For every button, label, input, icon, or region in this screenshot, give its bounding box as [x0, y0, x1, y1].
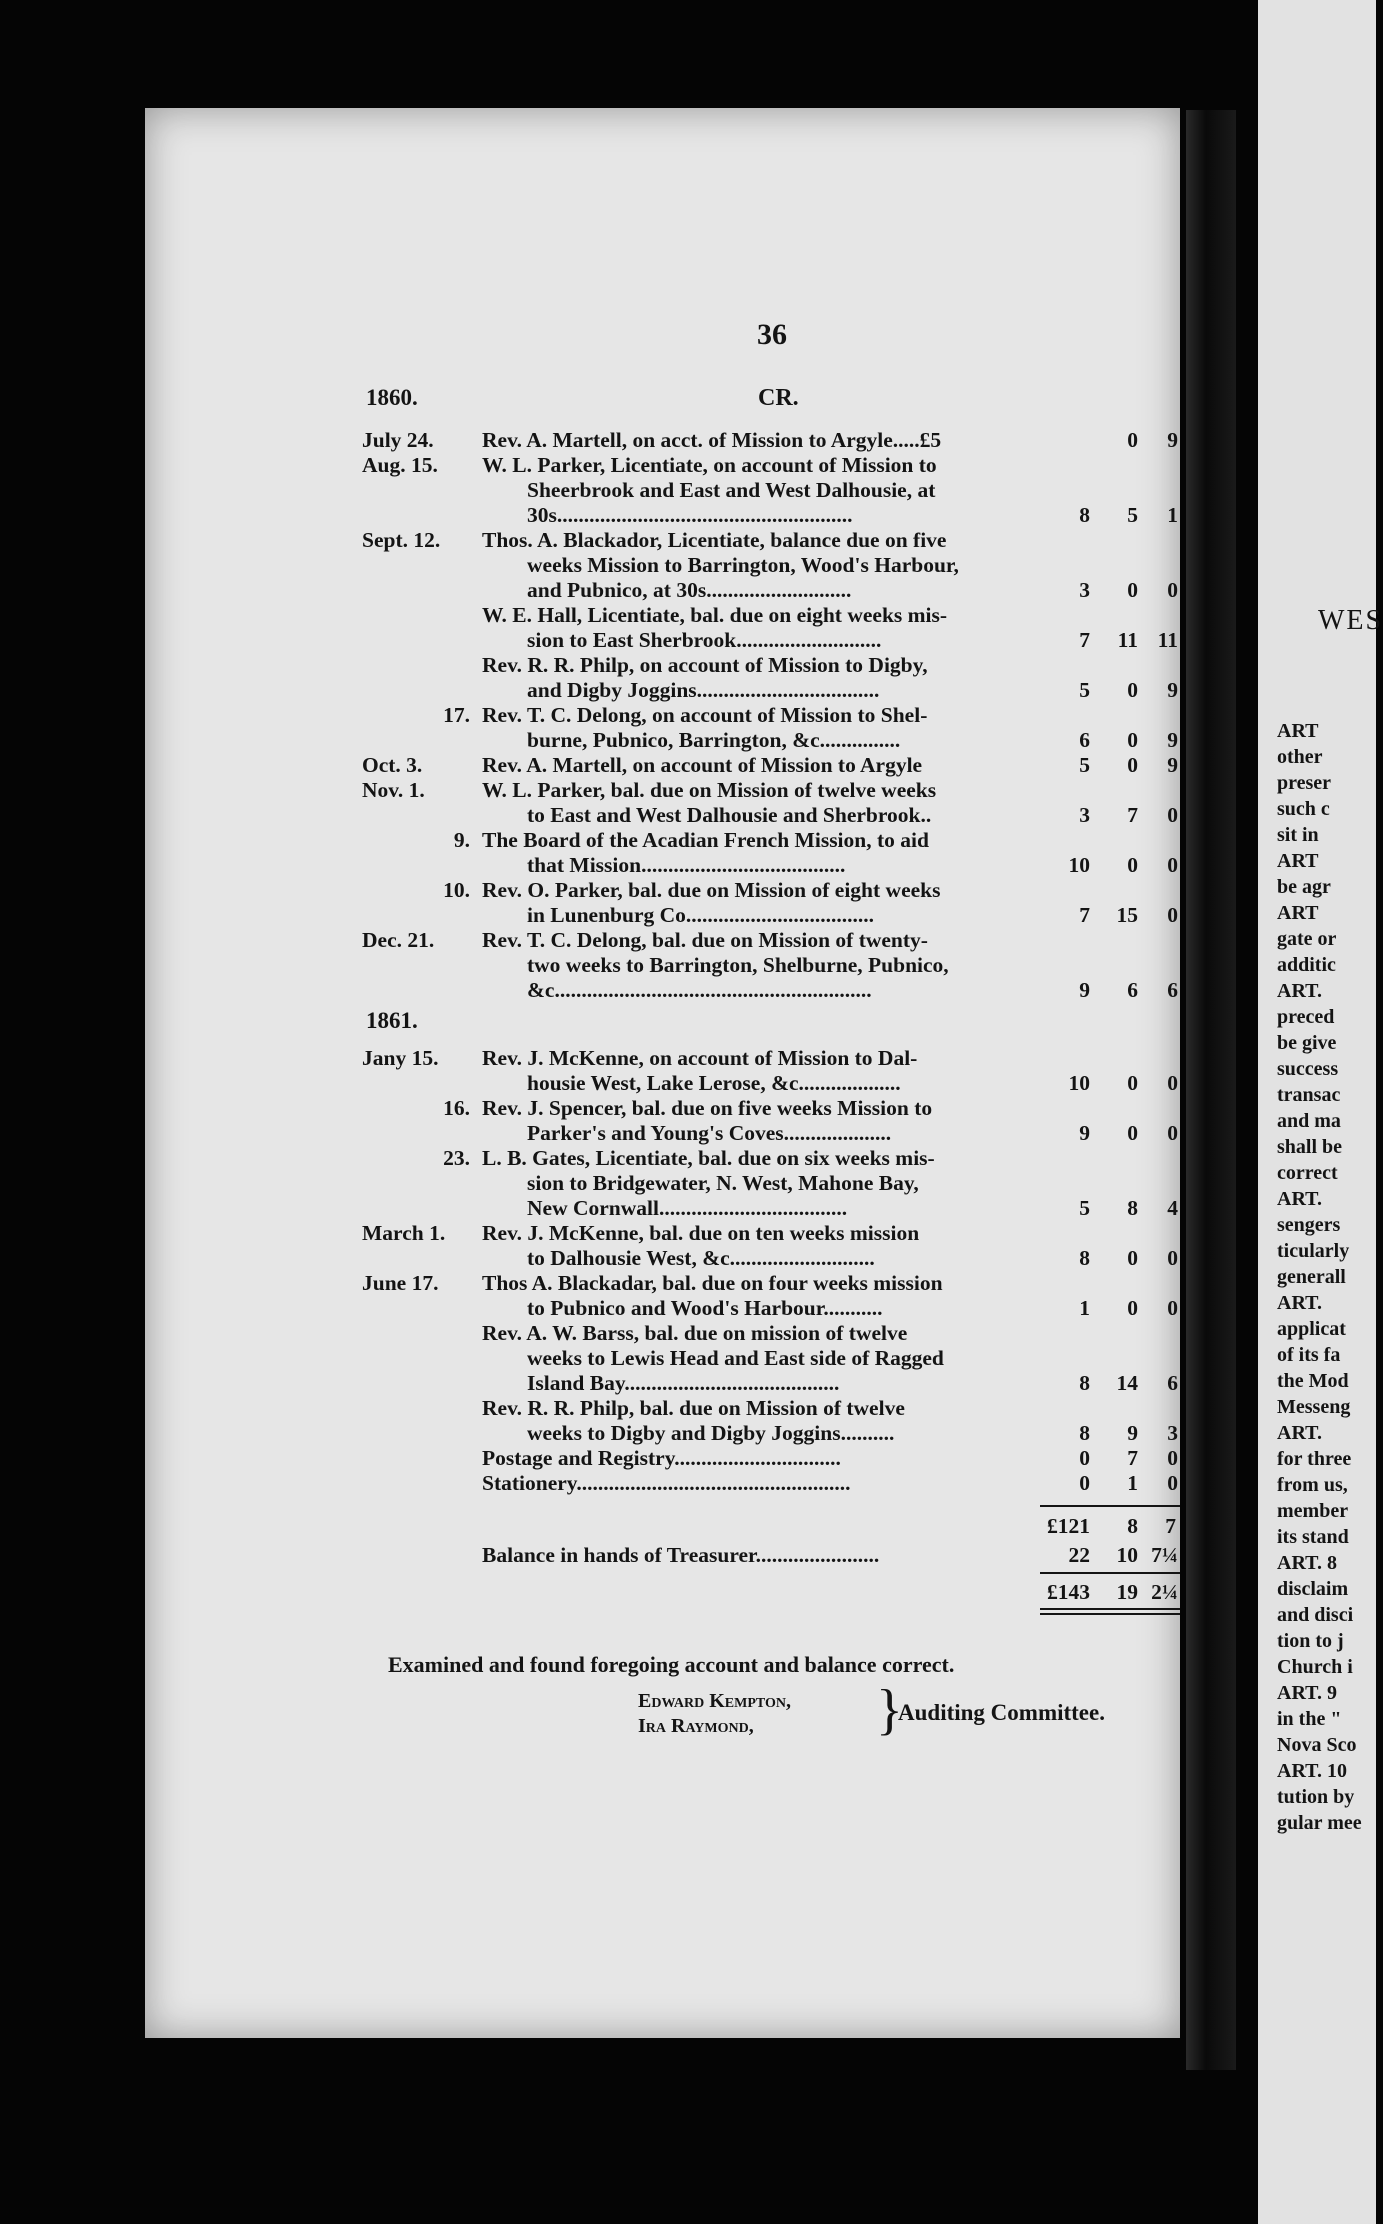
amount-pounds: 7 [1079, 903, 1090, 927]
amount-pence: 6 [1167, 978, 1178, 1002]
facing-page-fragment: correct [1277, 1162, 1338, 1184]
balance-shillings: 10 [1116, 1543, 1138, 1567]
facing-page-fragment: and ma [1277, 1110, 1341, 1132]
balance-label: Balance in hands of Treasurer....................... [482, 1543, 880, 1567]
amount-pence: 0 [1167, 1446, 1178, 1470]
audit-statement: Examined and found foregoing account and balance correct. [388, 1652, 955, 1677]
amount-pounds: 8 [1079, 1246, 1090, 1270]
entry-line: burne, Pubnico, Barrington, &c............... [527, 728, 901, 752]
year-1861: 1861. [366, 1008, 418, 1033]
total-pounds: £143 [1047, 1580, 1090, 1604]
subtotal-pence: 7 [1165, 1514, 1176, 1538]
auditor-name: Ira Raymond, [638, 1715, 754, 1737]
amount-pounds: 10 [1068, 1071, 1090, 1095]
facing-page-fragment: gular mee [1277, 1812, 1362, 1834]
entry-date: June 17. [362, 1271, 439, 1295]
amount-shillings: 7 [1127, 803, 1138, 827]
entry-line: W. L. Parker, Licentiate, on account of Mission to [482, 453, 937, 477]
entry-line: sion to East Sherbrook........................... [527, 628, 882, 652]
amount-pence: 11 [1157, 628, 1178, 652]
amount-shillings: 6 [1127, 978, 1138, 1002]
amount-pence: 0 [1167, 578, 1178, 602]
entry-date: Aug. 15. [362, 453, 438, 477]
facing-page-fragment: of its fa [1277, 1344, 1341, 1366]
amount-shillings: 11 [1117, 628, 1138, 652]
entry-line: Parker's and Young's Coves.................... [527, 1121, 892, 1145]
entry-line: in Lunenburg Co................................... [527, 903, 875, 927]
amount-shillings: 0 [1127, 1071, 1138, 1095]
facing-page-fragment: for three [1277, 1448, 1352, 1470]
entry-date: 10. [443, 878, 470, 902]
entry-line: Rev. T. C. Delong, bal. due on Mission of twenty- [482, 928, 928, 952]
entry-date: Dec. 21. [362, 928, 435, 952]
facing-page-fragment: tution by [1277, 1786, 1355, 1808]
facing-page-fragment: Messeng [1277, 1396, 1351, 1418]
facing-page-fragment: ART. 8 [1277, 1552, 1338, 1574]
total-double-rule-2 [1040, 1613, 1180, 1615]
total-rule [1040, 1572, 1180, 1574]
amount-pence: 0 [1167, 1071, 1178, 1095]
entry-date: March 1. [362, 1221, 446, 1245]
facing-page-fragment: Nova Sco [1277, 1734, 1357, 1756]
entry-line: Sheerbrook and East and West Dalhousie, at [527, 478, 936, 502]
amount-shillings: 0 [1127, 1121, 1138, 1145]
facing-page-fragment: ART [1277, 720, 1319, 742]
entry-line: sion to Bridgewater, N. West, Mahone Bay, [527, 1171, 919, 1195]
amount-pounds: 3 [1079, 578, 1090, 602]
facing-page-fragment: transac [1277, 1084, 1341, 1106]
amount-pence: 1 [1167, 503, 1178, 527]
entry-line: Island Bay........................................ [527, 1371, 840, 1395]
amount-pence: 3 [1167, 1421, 1178, 1445]
entry-line: Rev. J. Spencer, bal. due on five weeks Mission to [482, 1096, 933, 1120]
entry-line: Rev. A. Martell, on account of Mission to Argyle [482, 753, 923, 777]
auditor-name: Edward Kempton, [638, 1690, 791, 1712]
credit-heading: CR. [758, 385, 799, 411]
facing-page-fragment: generall [1277, 1266, 1346, 1288]
amount-shillings: 0 [1127, 728, 1138, 752]
entry-line: Thos. A. Blackador, Licentiate, balance due on five [482, 528, 947, 552]
entry-date: July 24. [362, 428, 434, 452]
amount-pounds: 9 [1079, 1121, 1090, 1145]
entry-line: L. B. Gates, Licentiate, bal. due on six weeks mis- [482, 1146, 935, 1170]
entry-line: to Pubnico and Wood's Harbour........... [527, 1296, 883, 1320]
entry-date: 16. [443, 1096, 470, 1120]
facing-page-fragment: in the " [1277, 1708, 1342, 1730]
amount-pounds: 0 [1079, 1471, 1090, 1495]
facing-page-fragment: preser [1277, 772, 1332, 794]
entry-date: Jany 15. [362, 1046, 439, 1070]
facing-page-fragment: ART. 10 [1277, 1760, 1348, 1782]
entry-line: Rev. J. McKenne, bal. due on ten weeks mission [482, 1221, 920, 1245]
total-double-rule-1 [1040, 1608, 1180, 1610]
entry-line: that Mission...................................... [527, 853, 846, 877]
amount-pence: 0 [1167, 1471, 1178, 1495]
entry-line: Rev. J. McKenne, on account of Mission to Dal- [482, 1046, 918, 1070]
entry-line: and Digby Joggins.................................. [527, 678, 880, 702]
amount-shillings: 0 [1127, 428, 1138, 452]
amount-pounds: 0 [1079, 1446, 1090, 1470]
amount-pence: 9 [1167, 428, 1178, 452]
facing-page-fragment: the Mod [1277, 1370, 1349, 1392]
page-number: 36 [757, 318, 787, 351]
amount-pounds: 8 [1079, 1371, 1090, 1395]
amount-pounds: 1 [1079, 1296, 1090, 1320]
subtotal-pounds: £121 [1047, 1514, 1090, 1538]
amount-shillings: 7 [1127, 1446, 1138, 1470]
amount-pence: 0 [1167, 1296, 1178, 1320]
entry-line: Rev. R. R. Philp, on account of Mission to Digby, [482, 653, 928, 677]
amount-shillings: 0 [1127, 678, 1138, 702]
amount-shillings: 8 [1127, 1196, 1138, 1220]
amount-shillings: 5 [1127, 503, 1138, 527]
facing-page-fragment: preced [1277, 1006, 1335, 1028]
amount-pence: 6 [1167, 1371, 1178, 1395]
entry-line: two weeks to Barrington, Shelburne, Pubnico, [527, 953, 949, 977]
amount-shillings: 0 [1127, 753, 1138, 777]
facing-page-fragment: ART. [1277, 1422, 1323, 1444]
facing-page-fragment: ART. [1277, 1188, 1323, 1210]
amount-pence: 0 [1167, 1121, 1178, 1145]
entry-line: weeks Mission to Barrington, Wood's Harbour, [527, 553, 959, 577]
amount-pounds: 10 [1068, 853, 1090, 877]
facing-page-fragment: ART [1277, 850, 1319, 872]
facing-page-fragment: shall be [1277, 1136, 1343, 1158]
amount-pounds: 5 [1079, 753, 1090, 777]
facing-page-fragment: from us, [1277, 1474, 1348, 1496]
amount-pence: 9 [1167, 753, 1178, 777]
facing-page-fragment: and disci [1277, 1604, 1354, 1626]
entry-date: Nov. 1. [362, 778, 425, 802]
facing-page-fragment: ART [1277, 902, 1319, 924]
entry-line: Rev. T. C. Delong, on account of Mission to Shel- [482, 703, 928, 727]
amount-pence: 0 [1167, 853, 1178, 877]
amount-pounds: 6 [1079, 728, 1090, 752]
amount-pounds: 7 [1079, 628, 1090, 652]
facing-page-fragment: tion to j [1277, 1630, 1344, 1652]
facing-page-fragment: other [1277, 746, 1323, 768]
entry-line: Stationery................................................... [482, 1471, 851, 1495]
facing-page-fragment: ART. 9 [1277, 1682, 1338, 1704]
entry-line: Rev. O. Parker, bal. due on Mission of eight weeks [482, 878, 941, 902]
amount-pence: 0 [1167, 803, 1178, 827]
year-1860: 1860. [366, 385, 418, 410]
amount-pounds: 8 [1079, 503, 1090, 527]
facing-page-fragment: gate or [1277, 928, 1337, 950]
facing-page-fragment: additic [1277, 954, 1336, 976]
entry-line: Rev. A. W. Barss, bal. due on mission of twelve [482, 1321, 908, 1345]
entry-line: weeks to Lewis Head and East side of Ragged [527, 1346, 944, 1370]
facing-page-fragment: member [1277, 1500, 1349, 1522]
entry-date: Oct. 3. [362, 753, 423, 777]
entry-date: 9. [453, 828, 470, 852]
balance-pence: 7¼ [1151, 1543, 1178, 1567]
entry-line: Postage and Registry............................... [482, 1446, 841, 1470]
facing-page-fragment: sengers [1277, 1214, 1341, 1236]
amount-pounds: 5 [1079, 1196, 1090, 1220]
amount-pounds: 3 [1079, 803, 1090, 827]
total-shillings: 19 [1116, 1580, 1138, 1604]
amount-shillings: 15 [1116, 903, 1138, 927]
facing-page-fragment: disclaim [1277, 1578, 1349, 1600]
amount-shillings: 0 [1127, 1296, 1138, 1320]
facing-page-fragment: sit in [1277, 824, 1319, 846]
entry-line: W. E. Hall, Licentiate, bal. due on eight weeks mis- [482, 603, 948, 627]
committee-label: Auditing Committee. [898, 1700, 1105, 1725]
facing-page-fragment: ticularly [1277, 1240, 1350, 1262]
amount-shillings: 0 [1127, 578, 1138, 602]
amount-shillings: 9 [1127, 1421, 1138, 1445]
subtotal-shillings: 8 [1127, 1514, 1138, 1538]
amount-pence: 4 [1167, 1196, 1178, 1220]
facing-page-fragment: ART. [1277, 980, 1323, 1002]
entry-date: 23. [443, 1146, 470, 1170]
entry-line: to Dalhousie West, &c........................... [527, 1246, 875, 1270]
facing-page-fragment: be give [1277, 1032, 1337, 1054]
entry-line: Rev. A. Martell, on acct. of Mission to Argyle.....£5 [482, 428, 942, 452]
entry-line: and Pubnico, at 30s........................... [527, 578, 852, 602]
entry-line: Rev. R. R. Philp, bal. due on Mission of twelve [482, 1396, 905, 1420]
facing-page-fragment: such c [1277, 798, 1330, 820]
facing-page-fragment: applicat [1277, 1318, 1346, 1340]
facing-page-fragment: ART. [1277, 1292, 1323, 1314]
entry-line: housie West, Lake Lerose, &c................... [527, 1071, 901, 1095]
entry-line: W. L. Parker, bal. due on Mission of twelve weeks [482, 778, 937, 802]
amount-pence: 9 [1167, 678, 1178, 702]
amount-shillings: 0 [1127, 853, 1138, 877]
entry-line: New Cornwall................................... [527, 1196, 848, 1220]
amount-shillings: 1 [1127, 1471, 1138, 1495]
balance-pounds: 22 [1068, 1543, 1090, 1567]
entry-line: Thos A. Blackadar, bal. due on four weeks mission [482, 1271, 943, 1295]
amount-pence: 0 [1167, 1246, 1178, 1270]
amount-pounds: 5 [1079, 678, 1090, 702]
facing-page-fragment: success [1277, 1058, 1339, 1080]
brace: } [876, 1679, 903, 1741]
amount-pence: 9 [1167, 728, 1178, 752]
entry-line: 30s....................................................... [527, 503, 853, 527]
entry-line: weeks to Digby and Digby Joggins.......... [527, 1421, 895, 1445]
facing-page-fragment: Church i [1277, 1656, 1353, 1678]
amount-shillings: 14 [1116, 1371, 1138, 1395]
amount-pounds: 9 [1079, 978, 1090, 1002]
amount-shillings: 0 [1127, 1246, 1138, 1270]
entry-date: Sept. 12. [362, 528, 441, 552]
entry-line: The Board of the Acadian French Mission, to aid [482, 828, 929, 852]
total-pence: 2¼ [1151, 1580, 1178, 1604]
entry-line: &c........................................................... [527, 978, 872, 1002]
facing-page-fragment: be agr [1277, 876, 1331, 898]
book-gutter [1186, 110, 1236, 2070]
subtotal-rule [1040, 1505, 1180, 1507]
facing-page-heading: WES [1318, 605, 1383, 636]
entry-line: to East and West Dalhousie and Sherbrook.. [527, 803, 932, 827]
amount-pence: 0 [1167, 903, 1178, 927]
entry-date: 17. [443, 703, 470, 727]
amount-pounds: 8 [1079, 1421, 1090, 1445]
facing-page-fragment: its stand [1277, 1526, 1349, 1548]
